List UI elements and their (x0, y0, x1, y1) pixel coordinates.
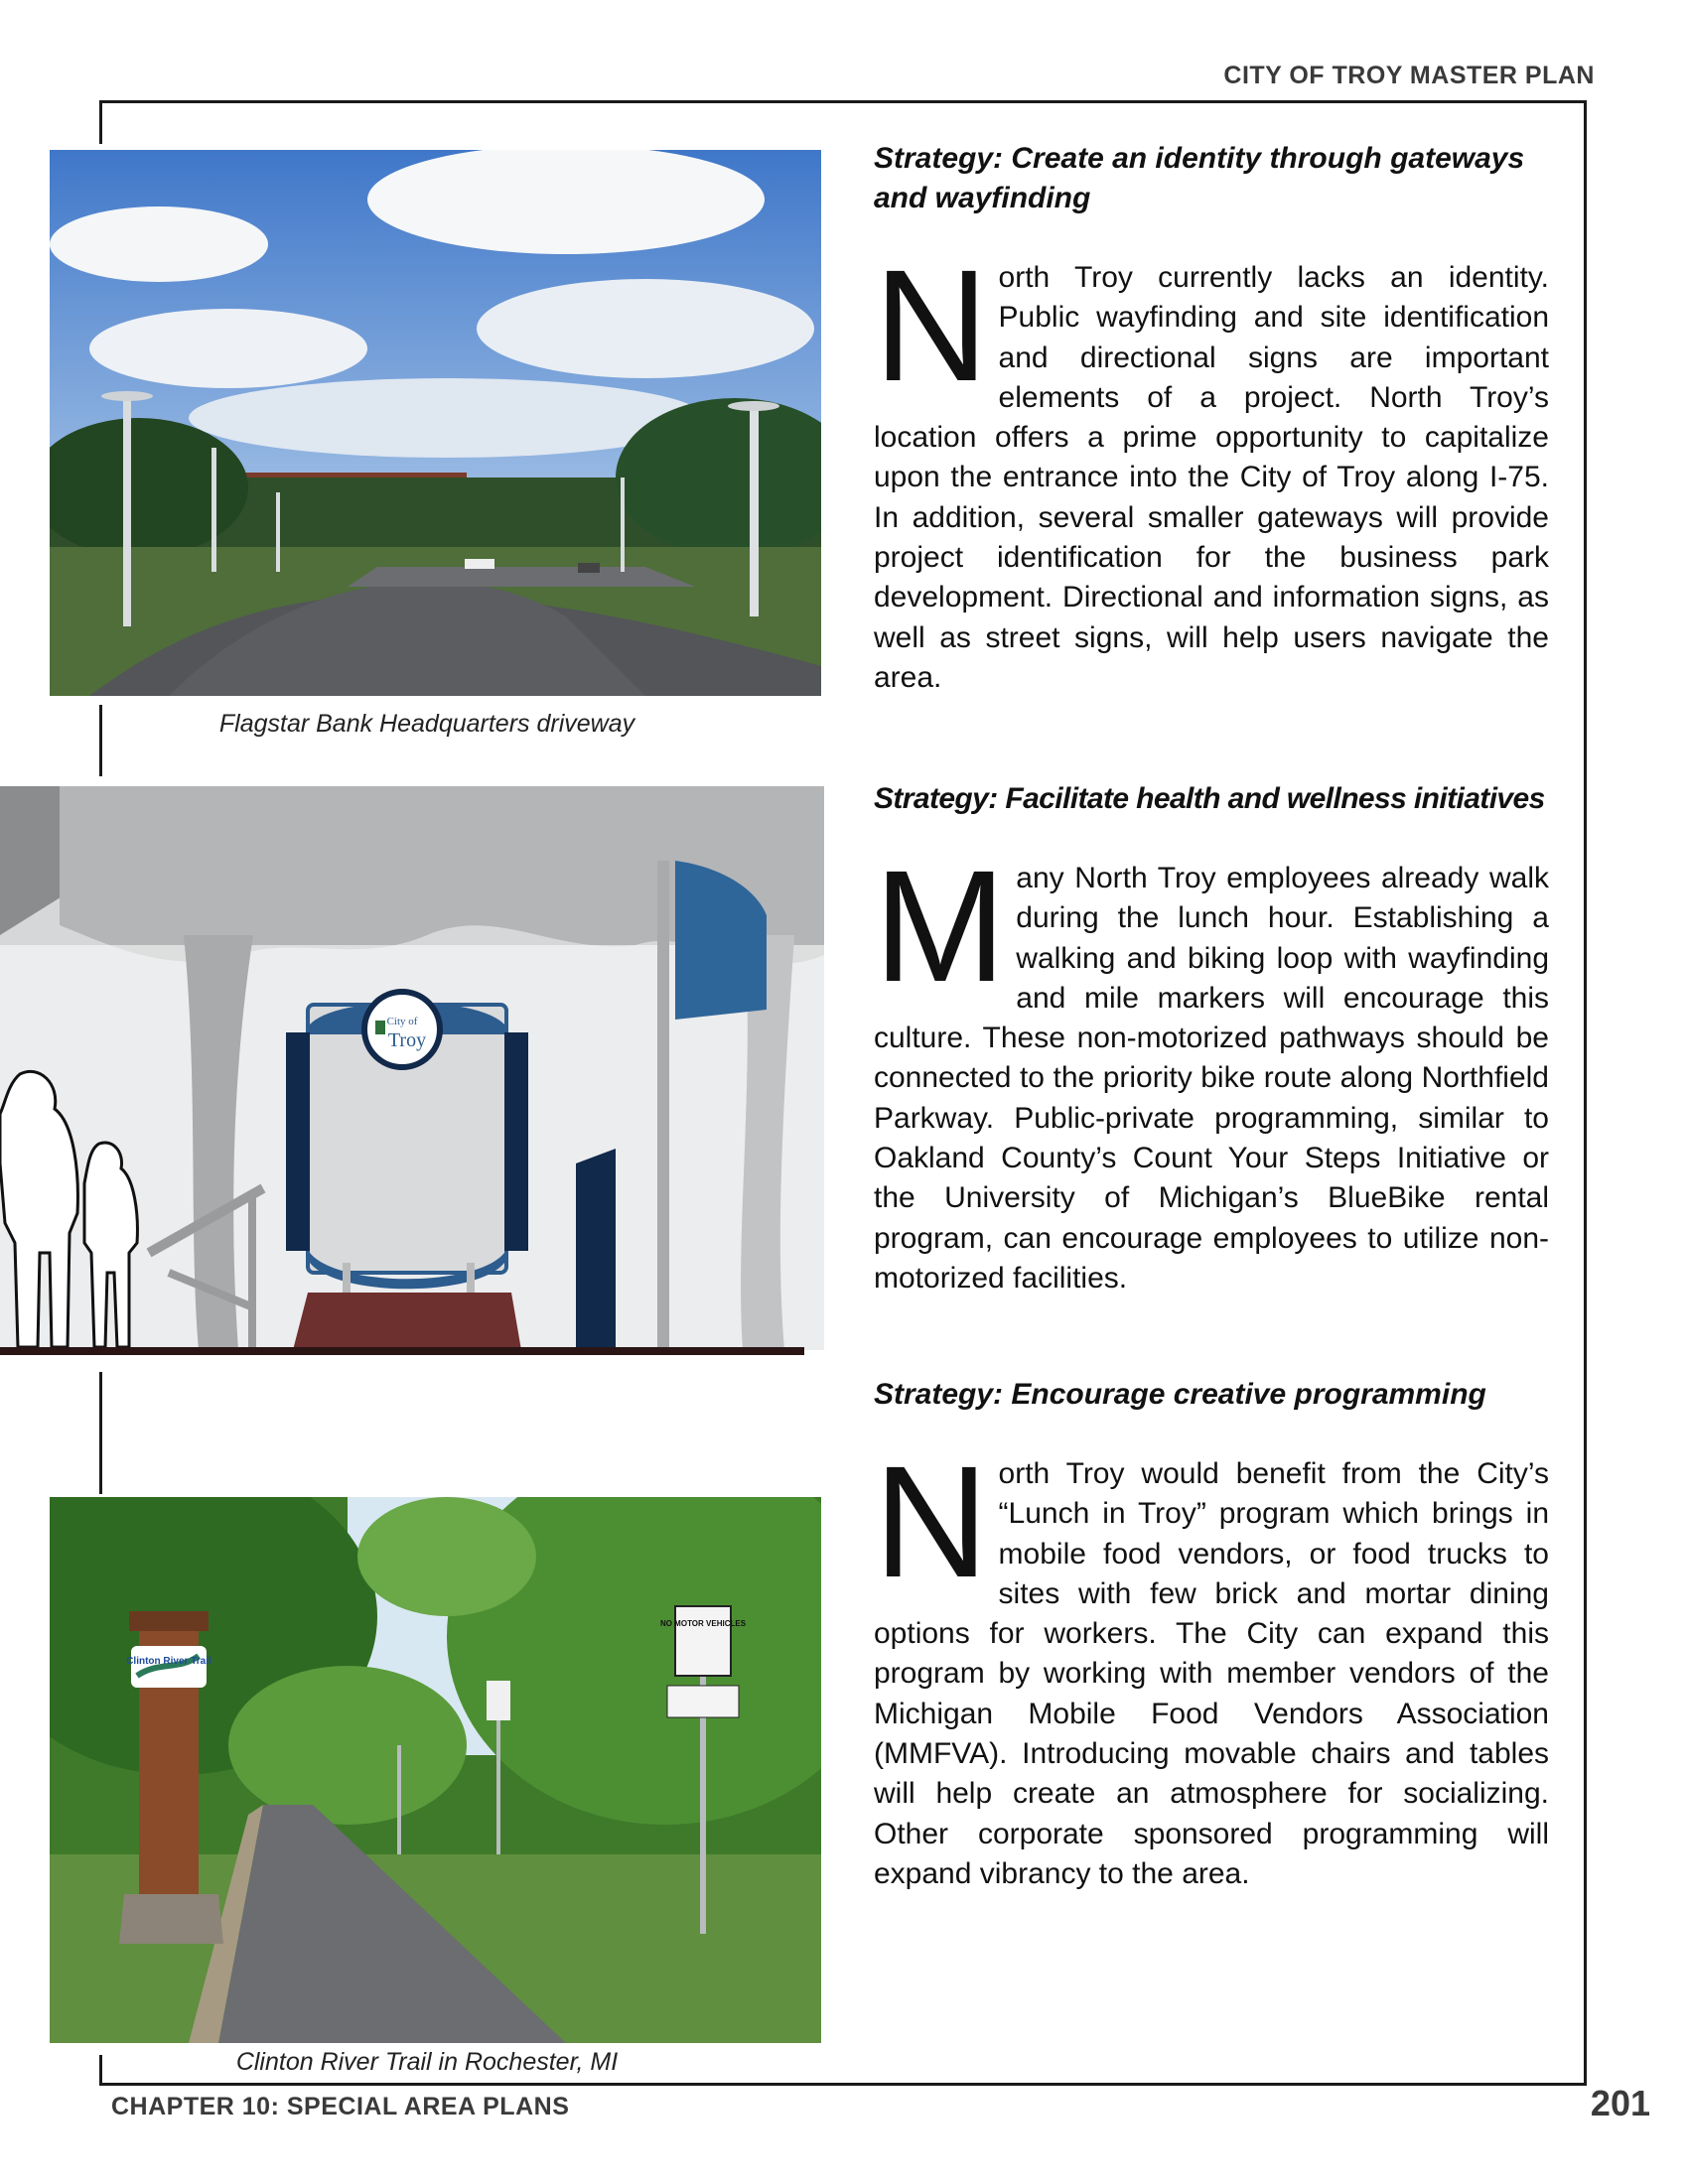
logo-text-bottom: Troy (387, 1029, 427, 1051)
footer-chapter: CHAPTER 10: SPECIAL AREA PLANS (111, 2093, 570, 2120)
section-health-wellness (874, 779, 1549, 1298)
section-heading: Strategy: Encourage creative programming (874, 1378, 1486, 1411)
motor-sign-text: NO MOTOR VEHICLES (659, 1619, 747, 1628)
trail-scene (50, 1497, 821, 2043)
photo1-caption: Flagstar Bank Headquarters driveway (218, 710, 635, 738)
section-creative-programming (874, 1375, 1549, 1894)
section-body (874, 236, 1549, 698)
drop-cap: M (874, 837, 1007, 1015)
logo-text-top: City of (386, 1016, 418, 1027)
running-header: CITY OF TROY MASTER PLAN (1223, 62, 1595, 89)
drop-cap: N (874, 1433, 989, 1610)
section-heading: Strategy: Create an identity through gateways and wayfinding (874, 142, 1525, 214)
section-body-text: orth Troy would benefit from the City’s “Lunch in Troy” program which brings in mobile food vendors, or food trucks to sites with few brick and mortar dining options for workers. The City can expand this program by working with member vendors of the Michigan Mobile Food Vendors Association (MMFVA). Introducing movable chairs and tables will help create an atmosphere for socializing. Other corporate sponsored programming will expand vibrancy to the area. (874, 1457, 1549, 1890)
page-number: 201 (1590, 2083, 1650, 2123)
driveway-scene (50, 150, 821, 696)
drop-cap: N (874, 236, 989, 414)
section-body-text: orth Troy currently lacks an identity. Public wayfinding and site identification and directional signs are important elements of a project. North Troy’s location offers a prime opportunity to capitalize upon the entrance into the City of Troy along I-75. In addition, several smaller gateways will provide project identification for the business park development. Directional and information signs, as well as street signs, will help users navigate the area. (874, 261, 1549, 694)
section-gateways (874, 139, 1549, 698)
illustration-wayfinding-sign (0, 786, 824, 1362)
photo-clinton-river-trail (50, 1497, 821, 2043)
section-body-text: any North Troy employees already walk during the lunch hour. Establishing a walking and biking loop with wayfinding and mile markers will encourage this culture. These non-motorized pathways should be connected to the priority bike route along Northfield Parkway. Public-private programming, similar to Oakland County’s Count Your Steps Initiative or the University of Michigan’s BlueBike rental program, can encourage employees to utilize non-motorized facilities. (874, 862, 1549, 1295)
section-heading: Strategy: Facilitate health and wellness initiatives (874, 782, 1545, 815)
trail-sign-text: Clinton River Trail (126, 1656, 211, 1667)
section-body (874, 1433, 1549, 1894)
section-body (874, 837, 1549, 1298)
photo-flagstar-driveway (50, 150, 821, 696)
sign-illustration (0, 786, 824, 1362)
photo2-caption: Clinton River Trail in Rochester, MI (235, 2048, 619, 2076)
